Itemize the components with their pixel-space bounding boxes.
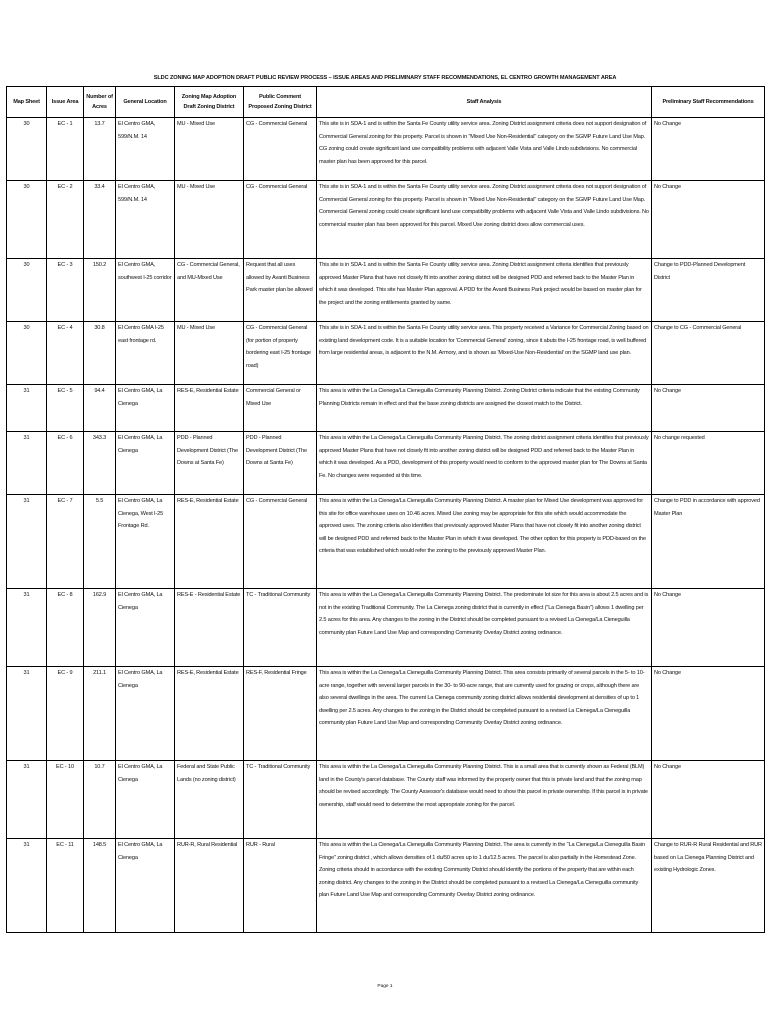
cell-general-location: El Centro GMA, La Cienega — [116, 589, 175, 667]
cell-acres: 211.1 — [84, 667, 116, 761]
cell-staff-recommendation: No Change — [652, 761, 765, 839]
cell-issue-area: EC - 5 — [47, 385, 84, 432]
cell-acres: 162.9 — [84, 589, 116, 667]
cell-staff-analysis: This site is in SDA-1 and is within the Santa Fe County utility service area. Zoning District assignment criteria does not support designation of Commercial General zoning for this property. Parcel is shown in "Mixed Use Non-Residential" category on the SGMP Future Land Use Map. Commercial General zoning could create significant land use compatibility problems with adjacent Valle Vista and Valle Lindo subdivisions. No commercial master plan has been approved for this parcel. Mixed Use zoning district does allow commercial uses. — [317, 181, 652, 259]
cell-acres: 148.5 — [84, 839, 116, 933]
cell-general-location: El Centro GMA, La Cienega — [116, 839, 175, 933]
cell-general-location: El Centro GMA I-25 east frontage rd. — [116, 322, 175, 385]
cell-issue-area: EC - 9 — [47, 667, 84, 761]
header-staff-analysis: Staff Analysis — [317, 87, 652, 118]
cell-issue-area: EC - 2 — [47, 181, 84, 259]
cell-staff-recommendation: Change to PDD in accordance with approved Master Plan — [652, 495, 765, 589]
cell-staff-recommendation: Change to CG - Commercial General — [652, 322, 765, 385]
cell-proposed-zoning: CG - Commercial General (for portion of property bordering east I-25 frontage road) — [244, 322, 317, 385]
cell-acres: 94.4 — [84, 385, 116, 432]
cell-staff-analysis: This area is within the La Cienega/La Cieneguilla Community Planning District. The zoning district assignment criteria identifies that previously approved Master Plans that have not closely fit into another zoning district will be designed PDD and referred back to the Master Plan in which it was developed. As a PDD, development of this property would need to conform to the approved master plan for The Downs at Santa Fe. No changes were requested at this time. — [317, 432, 652, 495]
cell-map-sheet: 31 — [7, 385, 47, 432]
cell-map-sheet: 30 — [7, 118, 47, 181]
cell-issue-area: EC - 11 — [47, 839, 84, 933]
cell-staff-analysis: This area is within the La Cienega/La Cieneguilla Community Planning District. Zoning District criteria indicate that the existing Community Planning Districts remain in effect and that the base zoning districts are assigned the closest match to the District. — [317, 385, 652, 432]
cell-staff-recommendation: Change to PDD-Planned Development District — [652, 259, 765, 322]
cell-draft-zoning: RES-E, Residential Estate — [175, 495, 244, 589]
header-draft-zoning: Zoning Map Adoption Draft Zoning District — [175, 87, 244, 118]
cell-staff-analysis: This area is within the La Cienega/La Cieneguilla Community Planning District. The predominate lot size for this area is about 2.5 acres and is not in the existing Traditional Community. The La Cienega zoning district that is currently in effect ("La Cienega Basin") allows 1 dwelling per 2.5 acres for this area. Any changes to the zoning in the District should be completed pursuant to a revised La Cienega/La Cieneguilla community plan Future Land Use Map and corresponding Community Overlay District zoning ordinance. — [317, 589, 652, 667]
cell-issue-area: EC - 6 — [47, 432, 84, 495]
cell-draft-zoning: Federal and State Public Lands (no zoning district) — [175, 761, 244, 839]
cell-draft-zoning: MU - Mixed Use — [175, 322, 244, 385]
cell-proposed-zoning: RES-F, Residential Fringe — [244, 667, 317, 761]
cell-proposed-zoning: Request that all uses allowed by Avanti Business Park master plan be allowed — [244, 259, 317, 322]
cell-staff-analysis: This site is in SDA-1 and is within the Santa Fe County utility service area. Zoning District assignment criteria does not support designation of Commercial General zoning for this property. Parcel is shown in "Mixed Use Non-Residential" category on the SGMP Future Land Use Map. CG zoning could create significant land use compatibility problems with adjacent Valle Vista and Valle Lindo subdivisions. No commercial master plan has been approved for this parcel. — [317, 118, 652, 181]
table-header-row — [7, 87, 765, 118]
cell-staff-analysis: This site is in SDA-1 and is within the Santa Fe County utility service area. This property received a Variance for Commercial Zoning based on existing land development code. It is a suitable location for 'Commercial General' zoning, since it abuts the I-25 frontage road, is well buffered from large residential areas, is adjacent to the N.M. Armory, and is shown as 'Mixed-Use Non-Residential' on the SGMP land use plan. — [317, 322, 652, 385]
cell-staff-recommendation: No Change — [652, 118, 765, 181]
cell-staff-recommendation: Change to RUR-R Rural Residential and RUR based on La Cienega Planning District and existing Hydrologic Zones. — [652, 839, 765, 933]
header-issue-area: Issue Area — [47, 87, 84, 118]
cell-draft-zoning: MU - Mixed Use — [175, 181, 244, 259]
cell-staff-recommendation: No Change — [652, 667, 765, 761]
table-row — [7, 589, 765, 667]
cell-map-sheet: 30 — [7, 322, 47, 385]
table-row — [7, 761, 765, 839]
cell-map-sheet: 31 — [7, 589, 47, 667]
cell-proposed-zoning: TC - Traditional Community — [244, 761, 317, 839]
cell-proposed-zoning: PDD - Planned Development District (The Downs at Santa Fe) — [244, 432, 317, 495]
table-row — [7, 495, 765, 589]
cell-map-sheet: 31 — [7, 761, 47, 839]
cell-general-location: El Centro GMA, La Cienega — [116, 432, 175, 495]
cell-staff-analysis: This area is within the La Cienega/La Cieneguilla Community Planning District. A master plan for Mixed Use development was approved for this site for office warehouse uses on 10.46 acres. Mixed Use zoning may be appropriate for this site which would accommodate the approved uses. The zoning criteria also identifies that previously approved Master Plans that have not closely fit into another zoning district will be designed PDD and referred back to the Master Plan in which it was developed. The other option for this property is PDD-based on the criteria that was established which would refer the zoning to the previously approved Master Plan. — [317, 495, 652, 589]
cell-issue-area: EC - 7 — [47, 495, 84, 589]
cell-draft-zoning: RES-E, Residential Estate — [175, 667, 244, 761]
table-row — [7, 432, 765, 495]
cell-general-location: El Centro GMA, La Cienega — [116, 667, 175, 761]
header-recommendations: Preliminary Staff Recommendations — [652, 87, 765, 118]
cell-issue-area: EC - 8 — [47, 589, 84, 667]
cell-proposed-zoning: TC - Traditional Community — [244, 589, 317, 667]
cell-acres: 10.7 — [84, 761, 116, 839]
cell-staff-recommendation: No Change — [652, 385, 765, 432]
cell-proposed-zoning: CG - Commercial General — [244, 118, 317, 181]
cell-issue-area: EC - 1 — [47, 118, 84, 181]
cell-map-sheet: 30 — [7, 259, 47, 322]
cell-general-location: El Centro GMA, La Cienega — [116, 385, 175, 432]
cell-acres: 150.2 — [84, 259, 116, 322]
header-proposed-zoning: Public Comment Proposed Zoning District — [244, 87, 317, 118]
page-number: Page 1 — [377, 984, 393, 989]
cell-map-sheet: 31 — [7, 495, 47, 589]
table-row — [7, 385, 765, 432]
cell-acres: 13.7 — [84, 118, 116, 181]
cell-acres: 30.8 — [84, 322, 116, 385]
cell-issue-area: EC - 4 — [47, 322, 84, 385]
cell-draft-zoning: RES-E, Residential Estate — [175, 385, 244, 432]
cell-general-location: El Centro GMA, 599/N.M. 14 — [116, 181, 175, 259]
cell-proposed-zoning: CG - Commercial General — [244, 181, 317, 259]
cell-acres: 5.5 — [84, 495, 116, 589]
cell-acres: 343.3 — [84, 432, 116, 495]
cell-proposed-zoning: Commercial General or Mixed Use — [244, 385, 317, 432]
cell-staff-recommendation: No Change — [652, 589, 765, 667]
cell-map-sheet: 30 — [7, 181, 47, 259]
cell-acres: 33.4 — [84, 181, 116, 259]
cell-staff-recommendation: No change requested — [652, 432, 765, 495]
table-row — [7, 181, 765, 259]
cell-general-location: El Centro GMA, La Cienega, West I-25 Frontage Rd. — [116, 495, 175, 589]
cell-draft-zoning: CG - Commercial General, and MU-Mixed Use — [175, 259, 244, 322]
header-acres: Number of Acres — [84, 87, 116, 118]
cell-draft-zoning: PDD - Planned Development District (The Downs at Santa Fe) — [175, 432, 244, 495]
cell-staff-analysis: This site is in SDA-1 and is within the Santa Fe County utility service area. Zoning District assignment criteria identifies that previously approved Master Plans that have not closely fit into another zoning district will be designed PDD and referred back to the Master Plan in which it was developed. This site has Master Plan approval. A PDD for the Avanti Business Park project would be based on master plan for the project and the zoning entitlements granted by same. — [317, 259, 652, 322]
table-row — [7, 839, 765, 933]
cell-general-location: El Centro GMA, 599/N.M. 14 — [116, 118, 175, 181]
header-general-location: General Location — [116, 87, 175, 118]
cell-draft-zoning: RES-E - Residential Estate — [175, 589, 244, 667]
cell-proposed-zoning: CG - Commercial General — [244, 495, 317, 589]
header-map-sheet: Map Sheet — [7, 87, 47, 118]
cell-draft-zoning: RUR-R, Rural Residential — [175, 839, 244, 933]
cell-proposed-zoning: RUR - Rural — [244, 839, 317, 933]
cell-issue-area: EC - 3 — [47, 259, 84, 322]
table-row — [7, 667, 765, 761]
cell-general-location: El Centro GMA, southwest I-25 corridor — [116, 259, 175, 322]
cell-staff-analysis: This area is within the La Cienega/La Cieneguilla Community Planning District. The area is currently in the "La Cienega/La Cieneguilla Basin Fringe" zoning district , which allows densities of 1 du/50 acres up to 1 du/12.5 acres. The parcel is also partially in the Homestead Zone. Zoning criteria should in accordance with the existing Community District should identify the portions of the property that are within each zoning district. Any changes to the zoning in the District should be completed pursuant to a revised La Cienega/La Cieneguilla community plan Future Land Use Map and corresponding Community Overlay District zoning ordinance. — [317, 839, 652, 933]
issue-areas-table — [6, 86, 765, 933]
table-row — [7, 118, 765, 181]
cell-map-sheet: 31 — [7, 432, 47, 495]
table-row — [7, 322, 765, 385]
table-row — [7, 259, 765, 322]
cell-staff-recommendation: No Change — [652, 181, 765, 259]
document-title: SLDC ZONING MAP ADOPTION DRAFT PUBLIC REVIEW PROCESS – ISSUE AREAS AND PRELIMINARY STAFF RECOMMENDATIONS, EL CENTRO GROWTH MANAGEMENT AREA — [153, 75, 617, 81]
cell-staff-analysis: This area is within the La Cienega/La Cieneguilla Community Planning District. This is a small area that is currently shown as Federal (BLM) land in the County's parcel database. The County staff was informed by the property owner that this is private land and that the zoning map should be revised accordingly. The County Assessor's database would need to show this parcel in private ownership. If this parcel is in private ownership, staff would need to determine the most appropriate zoning for the parcel. — [317, 761, 652, 839]
cell-map-sheet: 31 — [7, 667, 47, 761]
cell-general-location: El Centro GMA, La Cienega — [116, 761, 175, 839]
cell-staff-analysis: This area is within the La Cienega/La Cieneguilla Community Planning District. This area consists primarily of several parcels in the 5- to 10-acre range, together with several larger parcels in the 30- to 90-acre range, that are currently used for grazing or crops, although there are also several dwellings in the area. The current La Cienega community zoning district allows residential development at densities of up to 1 dwelling per 2.5 acres. Any changes to the zoning in the District should be completed pursuant to a revised La Cienega/La Cieneguilla community plan Future Land Use Map and corresponding Community Overlay District zoning ordinance. — [317, 667, 652, 761]
cell-issue-area: EC - 10 — [47, 761, 84, 839]
cell-map-sheet: 31 — [7, 839, 47, 933]
cell-draft-zoning: MU - Mixed Use — [175, 118, 244, 181]
